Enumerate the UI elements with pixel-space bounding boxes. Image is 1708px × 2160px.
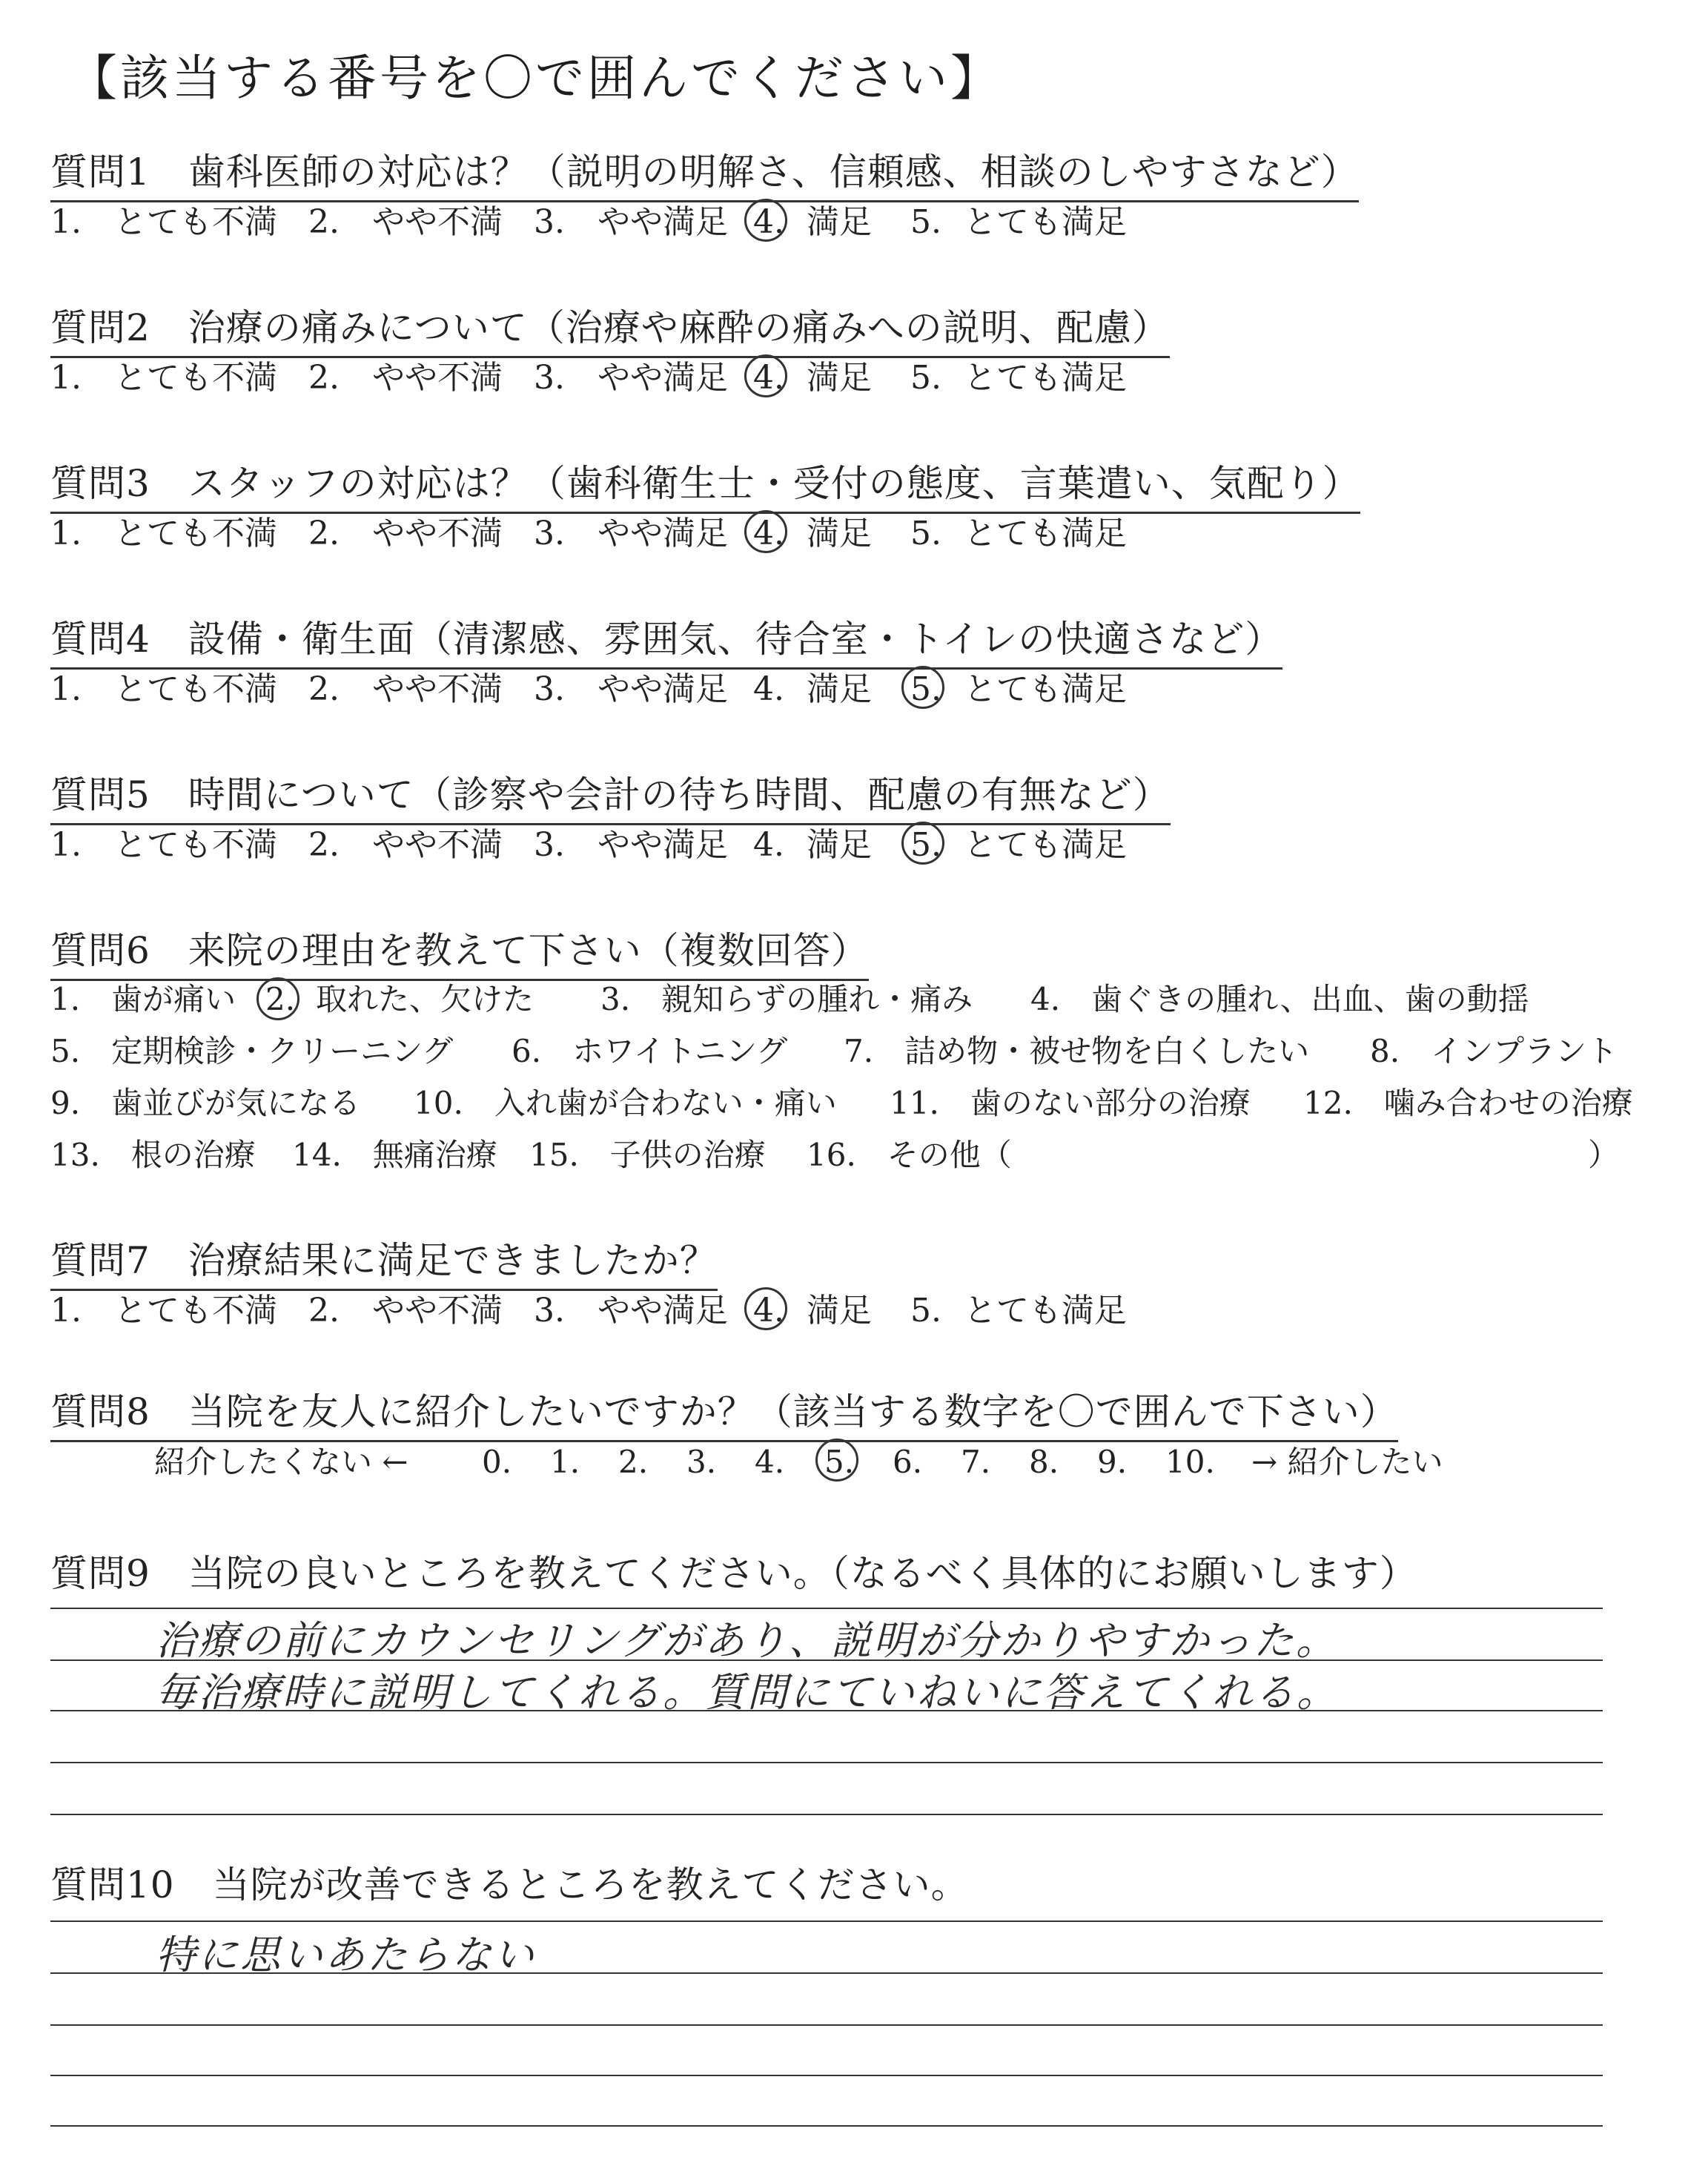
answer-circle <box>901 822 944 865</box>
option-4[interactable]: 4. <box>753 354 784 402</box>
option-2[interactable]: 2. やや不満 <box>308 515 503 552</box>
reason-4[interactable]: 4. 歯ぐきの腫れ、出血、歯の動揺 <box>1030 981 1529 1017</box>
reason-15[interactable]: 15. 子供の治療 <box>529 1137 766 1173</box>
option-5-label: とても満足 <box>964 203 1127 241</box>
question-4-title: 質問4 設備・衛生面（清潔感、雰囲気、待合室・トイレの快適さなど） <box>50 610 1282 670</box>
reason-5[interactable]: 5. 定期検診・クリーニング <box>50 1033 454 1069</box>
option-5-label: とても満足 <box>964 515 1127 552</box>
reason-10[interactable]: 10. 入れ歯が合わない・痛い <box>414 1085 837 1121</box>
option-1[interactable]: 1. とても不満 <box>50 670 277 708</box>
option-1[interactable]: 1. とても不満 <box>50 359 277 397</box>
option-3[interactable]: 3. やや満足 <box>534 826 728 864</box>
reason-11[interactable]: 11. 歯のない部分の治療 <box>890 1085 1251 1121</box>
scale-6[interactable]: 6. <box>893 1444 923 1480</box>
scale-7[interactable]: 7. <box>961 1444 991 1480</box>
answer-line <box>50 2125 1603 2127</box>
option-5[interactable]: 5. <box>910 666 941 713</box>
scale-0[interactable]: 0. <box>482 1444 512 1480</box>
option-4-label: 満足 <box>807 670 872 708</box>
answer-circle <box>744 1287 787 1330</box>
option-5[interactable]: 5. <box>910 359 941 397</box>
answer-line <box>50 1814 1603 1815</box>
answer-line <box>50 1920 1603 1922</box>
scale-4[interactable]: 4. <box>755 1444 785 1480</box>
option-5[interactable]: 5. <box>910 515 941 552</box>
option-4-label: 満足 <box>807 1292 872 1330</box>
question-7-title: 質問7 治療結果に満足できましたか？ <box>50 1231 718 1291</box>
reason-12[interactable]: 12. 噛み合わせの治療 <box>1303 1085 1633 1121</box>
option-2[interactable]: 2. やや不満 <box>308 1292 503 1330</box>
answer-line <box>50 2075 1603 2076</box>
scale-3[interactable]: 3. <box>686 1444 717 1480</box>
question-5-title: 質問5 時間について（診察や会計の待ち時間、配慮の有無など） <box>50 765 1171 825</box>
option-1[interactable]: 1. とても不満 <box>50 826 277 864</box>
scale-1[interactable]: 1. <box>550 1444 580 1480</box>
option-3[interactable]: 3. やや満足 <box>534 670 728 708</box>
answer-line <box>50 1762 1603 1763</box>
survey-sheet: 【該当する番号を〇で囲んでください】 質問1 歯科医師の対応は？（説明の明解さ、信頼感、相談のしやすさなど） 1. とても不満 2. やや不満 3. やや満足 4. 満足 5. とても満足 質問2 治療の痛みについて（治療や麻酔の痛みへの説明、配慮） 1. とても不満 2. やや不満 3. やや満足 4. 満足 5. とても満足 質問3 スタッフの対応は？（歯科衛生士・受付の態度、言葉遣い、気配り） 1. とても不満 2. やや不満 3. やや満足 4. 満足 5. とても満足 質問4 設備・衛生面（清潔感、雰囲気、待合室・トイレの快適さなど） 1. とても不満 2. やや不満 3. やや満足 4. 満足 5. とても満足 質問5 時間について（診察や会計の待ち時間、配慮の有無など） 1. とても不満 2. やや不満 3. やや満足 4. 満足 5. とても満足 質問6 来院の理由を教えて下さい（複数回答） 1. 歯が痛い 2. 取れた、欠けた 3. 親知らずの腫れ・痛み 4. 歯ぐきの腫れ、出血、歯の動揺 5. 定期検診・クリーニング 6. ホワイトニング 7. 詰め物・被せ物を白くしたい 8. インプラント 9. 歯並びが気になる 10. 入れ歯が合わない・痛い 11. 歯のない部分の治療 12. 噛み合わせの治療 13. 根の治療 14. 無痛治療 15. 子供の治療 16. その他（ ） 質問7 治療結果に満足できましたか？ 1. とても不満 2. やや不満 3. やや満足 4. 満足 5. とても満足 質問8 当院を友人に紹介したいですか？（該当する数字を〇で囲んで下さい） 紹介したくない ← 0. 1. 2. 3. 4. 5. 6. 7. 8. 9. 10. → 紹介したい 質問9 当院の良いところを教えてください。（なるべく具体的にお願いします） 治療の前にカウンセリングがあり、説明が分かりやすかった。 毎治療時に説明してくれる。質問にていねいに答えてくれる。 質問10 当院が改善できるところを教えてください。 特に思いあたらない <box>0 0 1708 2160</box>
reason-3[interactable]: 3. 親知らずの腫れ・痛み <box>600 981 973 1017</box>
option-2[interactable]: 2. やや不満 <box>308 826 503 864</box>
option-3[interactable]: 3. やや満足 <box>534 515 728 552</box>
option-3[interactable]: 3. やや満足 <box>534 1292 728 1330</box>
handwritten-answer-9-line-2: 毎治療時に説明してくれる。質問にていねいに答えてくれる。 <box>156 1669 1339 1716</box>
reason-2-label: 取れた、欠けた <box>316 981 534 1017</box>
scale-10[interactable]: 10. <box>1165 1444 1215 1480</box>
option-5[interactable]: 5. <box>910 203 941 241</box>
option-5-label: とても満足 <box>964 1292 1127 1330</box>
scale-8[interactable]: 8. <box>1029 1444 1059 1480</box>
answer-circle <box>744 354 787 397</box>
option-4[interactable]: 4. <box>753 670 784 708</box>
reason-13[interactable]: 13. 根の治療 <box>50 1137 256 1173</box>
question-3-title: 質問3 スタッフの対応は？（歯科衛生士・受付の態度、言葉遣い、気配り） <box>50 454 1360 514</box>
reason-16[interactable]: 16. その他（ <box>807 1137 1012 1173</box>
option-4[interactable]: 4. <box>753 1287 784 1335</box>
scale-2[interactable]: 2. <box>618 1444 649 1480</box>
page-title: 【該当する番号を〇で囲んでください】 <box>68 50 1002 107</box>
option-4[interactable]: 4. <box>753 510 784 558</box>
reason-16-close: ） <box>1588 1137 1620 1173</box>
question-1-title: 質問1 歯科医師の対応は？（説明の明解さ、信頼感、相談のしやすさなど） <box>50 142 1359 202</box>
option-2[interactable]: 2. やや不満 <box>308 359 503 397</box>
question-10-title: 質問10 当院が改善できるところを教えてください。 <box>50 1863 969 1906</box>
question-2-title: 質問2 治療の痛みについて（治療や麻酔の痛みへの説明、配慮） <box>50 298 1170 358</box>
option-4-label: 満足 <box>807 826 872 864</box>
option-4-label: 満足 <box>807 515 872 552</box>
reason-8[interactable]: 8. インプラント <box>1370 1033 1618 1069</box>
option-5-label: とても満足 <box>964 359 1127 397</box>
answer-line <box>50 2024 1603 2026</box>
answer-circle <box>901 666 944 709</box>
option-2[interactable]: 2. やや不満 <box>308 203 503 241</box>
reason-9[interactable]: 9. 歯並びが気になる <box>50 1085 361 1121</box>
option-1[interactable]: 1. とても不満 <box>50 203 277 241</box>
option-2[interactable]: 2. やや不満 <box>308 670 503 708</box>
scale-9[interactable]: 9. <box>1097 1444 1128 1480</box>
reason-14[interactable]: 14. 無痛治療 <box>292 1137 497 1173</box>
answer-circle <box>744 199 787 242</box>
question-9-title: 質問9 当院の良いところを教えてください。（なるべく具体的にお願いします） <box>50 1552 1417 1595</box>
scale-right-label: → 紹介したい <box>1251 1444 1443 1480</box>
answer-circle <box>744 510 787 553</box>
option-4-label: 満足 <box>807 359 872 397</box>
option-4[interactable]: 4. <box>753 199 784 246</box>
option-1[interactable]: 1. とても不満 <box>50 1292 277 1330</box>
handwritten-answer-9-line-1: 治療の前にカウンセリングがあり、説明が分かりやすかった。 <box>156 1617 1338 1664</box>
option-5[interactable]: 5. <box>910 1292 941 1330</box>
option-4-label: 満足 <box>807 203 872 241</box>
question-6-title: 質問6 来院の理由を教えて下さい（複数回答） <box>50 921 869 981</box>
option-4[interactable]: 4. <box>753 826 784 864</box>
option-3[interactable]: 3. やや満足 <box>534 203 728 241</box>
option-5-label: とても満足 <box>964 826 1127 864</box>
option-5[interactable]: 5. <box>910 822 941 869</box>
option-5-label: とても満足 <box>964 670 1127 708</box>
reason-7[interactable]: 7. 詰め物・被せ物を白くしたい <box>844 1033 1310 1069</box>
option-1[interactable]: 1. とても不満 <box>50 515 277 552</box>
reason-6[interactable]: 6. ホワイトニング <box>512 1033 788 1069</box>
scale-left-label: 紹介したくない ← <box>154 1444 408 1480</box>
handwritten-answer-10: 特に思いあたらない <box>156 1932 536 1978</box>
option-3[interactable]: 3. やや満足 <box>534 359 728 397</box>
reason-1[interactable]: 1. 歯が痛い <box>50 981 236 1017</box>
question-8-title: 質問8 当院を友人に紹介したいですか？（該当する数字を〇で囲んで下さい） <box>50 1382 1398 1442</box>
